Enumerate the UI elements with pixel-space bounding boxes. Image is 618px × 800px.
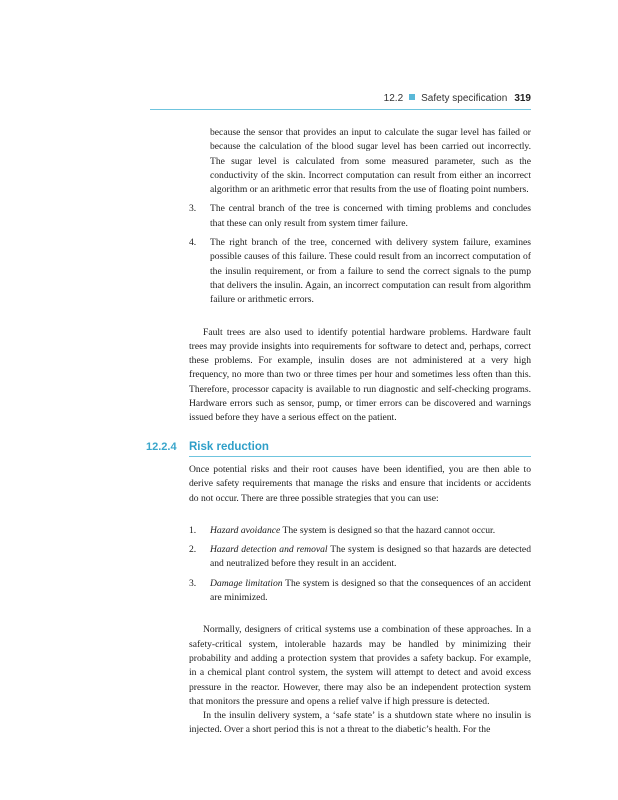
section-number: 12.2.4: [146, 440, 177, 453]
strategy-number: 1.: [189, 524, 197, 536]
paragraph-normally: Normally, designers of critical systems use a combination of these approaches. In a safety-critical system, intolerable hazards may be handled by minimizing their probability and adding a protection system that provides a safety backup. For example, in a chemical plant control system, the system will attempt to detect and avoid excess pressure in the reactor. However, there may also be an independent protection system that monitors the pressure and opens a relief valve if high pressure is detected.: [189, 624, 531, 707]
page-number: 319: [514, 93, 531, 104]
header-section-number: 12.2: [383, 93, 404, 104]
header-section-title: Safety specification: [421, 93, 508, 104]
strategy-number: 2.: [189, 544, 197, 556]
list-item-text: The central branch of the tree is concerned with timing problems and concludes that these can only result from system timer failure.: [210, 203, 531, 229]
strategy-text: The system is designed so that the hazard cannot occur.: [282, 524, 496, 536]
list-item: [189, 202, 531, 231]
list-item: [189, 236, 531, 307]
header-rule: [150, 109, 531, 110]
list-item-number: 3.: [189, 203, 197, 215]
strategy-text: The system is designed so that the consequences of an accident are minimized.: [210, 577, 531, 604]
running-header: [150, 93, 531, 104]
strategy-item: [189, 543, 531, 572]
strategy-text: The system is designed so that hazards are detected and neutralized before they result in an accident.: [210, 544, 531, 570]
strategy-item: [189, 524, 531, 538]
header-square-icon: [409, 94, 415, 100]
section-title: Risk reduction: [189, 440, 531, 457]
page-body: [146, 126, 531, 738]
paragraph-insulin: In the insulin delivery system, a ‘safe state’ is a shutdown state where no insulin is injected. Over a short period this is not a threat to the diabetic’s health. For the: [189, 710, 531, 736]
paragraph-fault-trees: Fault trees are also used to identify potential hardware problems. Hardware fault trees may provide insights into requirements for software to detect and, perhaps, correct these problems. For example, insulin doses are not administered at a very high frequency, no more than two or three times per hour and sometimes less often than this. Therefore, processor capacity is available to run diagnostic and self-checking programs. Hardware errors such as sensor, pump, or timer errors can be discovered and warnings issued before they have a serious effect on the patient.: [189, 326, 531, 424]
strategy-item: [189, 577, 531, 606]
strategy-term: Hazard avoidance: [210, 524, 281, 536]
strategy-number: 3.: [189, 577, 197, 589]
section-heading: [146, 440, 531, 457]
paragraph-intro: Once potential risks and their root causes have been identified, you are then able to derive safety requirements that manage the risks and ensure that incidents or accidents do not occur. There are three possible strategies that you can use:: [189, 463, 531, 504]
strategy-term: Damage limitation: [210, 577, 283, 589]
list-continuation: because the sensor that provides an input to calculate the sugar level has failed or because the calculation of the blood sugar level has been carried out incorrectly. The sugar level is calculated from some measured parameter, such as the conductivity of the skin. Incorrect computation can result from either an incorrect algorithm or an arithmetic error that results from the use of floating point numbers.: [210, 127, 531, 196]
list-item-text: The right branch of the tree, concerned with delivery system failure, examines possible causes of this failure. These could result from an incorrect computation of the insulin requirement, or from a failure to send the correct signals to the pump that delivers the insulin. Again, an incorrect computation can result from algorithm failure or arithmetic errors.: [210, 237, 531, 306]
strategy-term: Hazard detection and removal: [210, 544, 328, 556]
list-item-number: 4.: [189, 237, 197, 249]
